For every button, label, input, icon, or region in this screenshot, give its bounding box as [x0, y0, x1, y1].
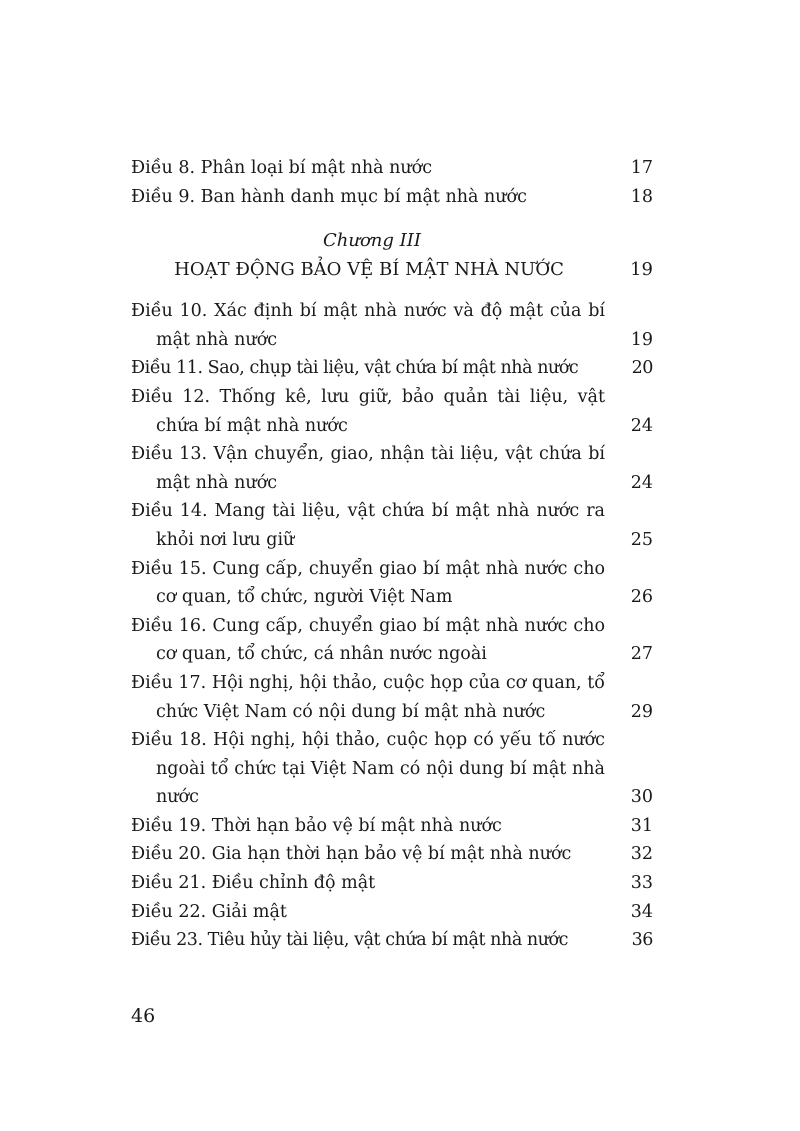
toc-entry-page: 18	[630, 186, 653, 207]
chapter-heading-page: 19	[630, 259, 653, 281]
toc-entry-dieu-8	[131, 154, 653, 183]
page-number: 46	[131, 1005, 156, 1027]
toc-entry-title: Điều 14. Mang tài liệu, vật chứa bí mật nhà nước ra khỏi nơi lưu giữ	[131, 501, 605, 550]
toc-entry-page: 20	[631, 358, 653, 379]
toc-entry-title: Điều 13. Vận chuyển, giao, nhận tài liệu, vật chứa bí mật nhà nước	[131, 444, 605, 493]
toc-entry-dieu-9	[131, 183, 653, 212]
toc-entry-dieu-21	[131, 869, 653, 898]
chapter-heading-text: HOẠT ĐỘNG BẢO VỆ BÍ MẬT NHÀ NƯỚC	[174, 259, 564, 281]
toc-entry-page: 29	[630, 701, 653, 722]
toc-entry-dieu-10	[131, 297, 653, 354]
toc-entry-title: Điều 12. Thống kê, lưu giữ, bảo quản tài liệu, vật chứa bí mật nhà nước	[131, 386, 605, 436]
chapter-heading	[131, 255, 653, 285]
toc-entry-page: 26	[630, 587, 653, 608]
toc-entry-dieu-16	[131, 612, 653, 669]
toc-entry-title: Điều 23. Tiêu hủy tài liệu, vật chứa bí mật nhà nước	[131, 930, 568, 951]
toc-entry-page: 31	[630, 815, 653, 836]
toc-entry-title: Điều 22. Giải mật	[131, 901, 287, 922]
toc-entry-dieu-18	[131, 726, 653, 812]
toc-entry-page: 27	[630, 644, 653, 665]
toc-entry-page: 24	[630, 472, 653, 493]
toc-entry-dieu-20	[131, 840, 653, 869]
toc-entry-page: 24	[630, 415, 653, 436]
toc-entry-dieu-12	[131, 383, 653, 440]
toc-entry-title: Điều 8. Phân loại bí mật nhà nước	[131, 158, 433, 178]
toc-entry-dieu-15	[131, 555, 653, 612]
toc-entry-title: Điều 21. Điều chỉnh độ mật	[131, 873, 376, 894]
toc-entry-dieu-23	[131, 926, 653, 955]
toc-entry-page: 33	[630, 873, 653, 894]
toc-entry-title: Điều 20. Gia hạn thời hạn bảo vệ bí mật nhà nước	[131, 844, 572, 865]
toc-entry-title: Điều 10. Xác định bí mật nhà nước và độ mật của bí mật nhà nước	[131, 301, 605, 350]
toc-entry-dieu-17	[131, 669, 653, 726]
toc-entry-title: Điều 9. Ban hành danh mục bí mật nhà nước	[131, 186, 527, 207]
toc-entry-title: Điều 17. Hội nghị, hội thảo, cuộc họp của cơ quan, tổ chức Việt Nam có nội dung bí mật nhà nước	[131, 672, 605, 722]
toc-entry-title: Điều 16. Cung cấp, chuyển giao bí mật nhà nước cho cơ quan, tổ chức, cá nhân nước ngoài	[131, 615, 605, 665]
toc-entry-page: 30	[630, 787, 653, 808]
toc-entry-dieu-13	[131, 440, 653, 497]
toc-entry-title: Điều 18. Hội nghị, hội thảo, cuộc họp có yếu tố nước ngoài tổ chức tại Việt Nam có nội dung bí mật nhà nước	[131, 730, 605, 808]
toc-entry-page: 34	[630, 901, 653, 922]
chapter-label: Chương III	[323, 230, 421, 252]
toc-entry-dieu-19	[131, 812, 653, 841]
toc-entry-dieu-14	[131, 497, 653, 554]
toc-entry-page: 19	[630, 329, 653, 350]
toc-entry-title: Điều 15. Cung cấp, chuyển giao bí mật nhà nước cho cơ quan, tổ chức, người Việt Nam	[131, 558, 605, 608]
toc-entry-dieu-11	[131, 354, 653, 383]
toc-entry-title: Điều 11. Sao, chụp tài liệu, vật chứa bí mật nhà nước	[131, 358, 579, 379]
toc-entry-page: 36	[631, 930, 653, 951]
table-of-contents	[131, 154, 653, 955]
toc-entry-page: 32	[630, 844, 653, 865]
toc-entry-page: 25	[630, 529, 653, 550]
toc-entry-title: Điều 19. Thời hạn bảo vệ bí mật nhà nước	[131, 815, 502, 836]
toc-entry-dieu-22	[131, 898, 653, 927]
toc-entry-page: 17	[630, 158, 653, 178]
